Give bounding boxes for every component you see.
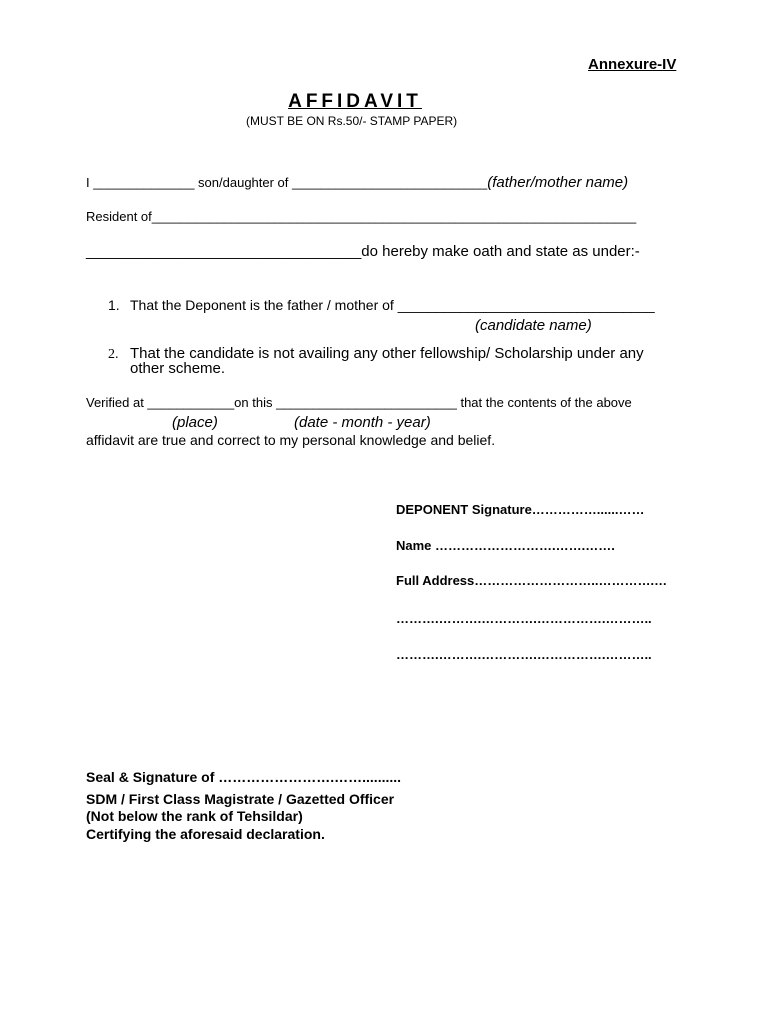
oath-line: _________________________________do hereby make oath and state as under:- [86, 243, 640, 260]
annexure-label: Annexure-IV [588, 56, 677, 73]
candidate-name-hint: (candidate name) [475, 317, 592, 334]
list-item-number: 2. [108, 347, 119, 362]
deponent-name: Name ……………………….…….……. [396, 538, 615, 553]
deponent-address-line-2: ……….……….………….…………….……….. [396, 611, 652, 626]
place-hint: (place) [172, 414, 218, 431]
certification-note: Certifying the aforesaid declaration. [86, 826, 325, 842]
deponent-signature: DEPONENT Signature……………......…… [396, 502, 645, 517]
document-title [0, 91, 770, 113]
name-line [86, 174, 628, 191]
list-item-number: 1. [108, 297, 120, 313]
father-mother-hint: (father/mother name) [487, 174, 629, 191]
resident-line: Resident of___________________________________________________________________ [86, 209, 637, 224]
list-item-1 [108, 297, 655, 313]
list-item-2 [108, 347, 708, 376]
deponent-address-line-3: ……….……….………….…………….……….. [396, 647, 652, 662]
verified-line: Verified at ____________on this _________________________ that the contents of the above [86, 395, 632, 410]
officer-designation: SDM / First Class Magistrate / Gazetted Officer [86, 791, 395, 807]
officer-rank-note: (Not below the rank of Tehsildar) [86, 808, 303, 824]
title-text: AFFIDAVIT [288, 91, 422, 112]
affidavit-statement: affidavit are true and correct to my personal knowledge and belief. [86, 432, 496, 448]
list-item-text: That the Deponent is the father / mother of _________________________________ [130, 297, 655, 313]
list-item-text-continued: other scheme. [130, 360, 226, 377]
list-item-text: That the candidate is not availing any other fellowship/ Scholarship under any [130, 345, 644, 362]
name-line-text: I ______________ son/daughter of ___________________________ [86, 175, 488, 190]
seal-signature-line: Seal & Signature of …………………….…….......... [86, 769, 402, 785]
deponent-address: Full Address………………………..………….… [396, 573, 668, 588]
stamp-paper-note: (MUST BE ON Rs.50/- STAMP PAPER) [246, 114, 458, 128]
date-hint: (date - month - year) [294, 414, 431, 431]
